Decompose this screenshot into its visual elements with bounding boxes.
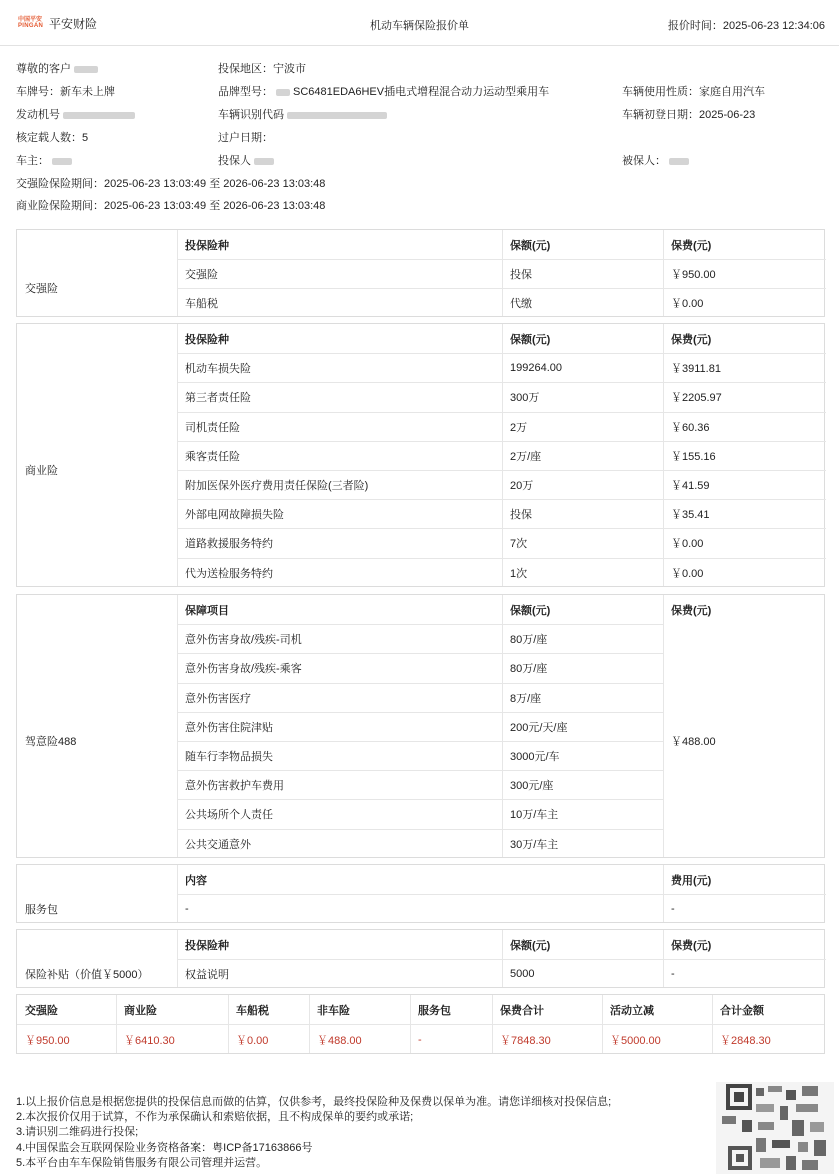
coverage-premium: ￥0.00 (671, 298, 704, 310)
col-header-amount: 保额(元) (510, 939, 551, 952)
table-row (177, 259, 826, 288)
transfer-date: 过户日期： (218, 132, 273, 144)
summary-header: 服务包 (418, 1004, 451, 1017)
item-name: 公共场所个人责任 (185, 809, 273, 821)
brand-model-label: 品牌型号： (218, 86, 273, 98)
item-name: 意外伤害身故/残疾-乘客 (185, 663, 302, 675)
summary-header: 活动立减 (610, 1004, 654, 1017)
note-line: 3.请识别二维码进行投保; (16, 1126, 139, 1139)
subsidy-header-row (177, 930, 826, 959)
item-name: 意外伤害救护车费用 (185, 780, 284, 792)
table-row (177, 528, 826, 557)
redacted-owner (52, 158, 72, 165)
logo-small-bottom: PINGAN (18, 23, 44, 29)
table-row (177, 741, 503, 770)
subsidy-amount: 5000 (510, 968, 535, 980)
seat-count: 核定载人数：5 (16, 132, 89, 144)
owner (16, 152, 72, 168)
summary-header: 商业险 (124, 1004, 157, 1017)
coverage-name: 车船税 (185, 298, 218, 310)
compulsory-header-row (177, 230, 826, 259)
engine-number-label: 发动机号 (16, 109, 60, 121)
redacted-name (74, 66, 98, 73)
service-content: - (185, 903, 189, 915)
region: 投保地区：宁波市 (218, 63, 306, 75)
accident-premium: ￥488.00 (671, 736, 716, 748)
insured-label: 被保人： (622, 155, 666, 167)
subsidy-table (16, 929, 825, 988)
col-header-premium: 保费(元) (671, 604, 712, 617)
table-row (177, 624, 503, 653)
accident-table (16, 594, 825, 858)
table-row (502, 653, 663, 682)
owner-label: 车主： (16, 155, 49, 167)
coverage-name: 第三者责任险 (185, 392, 251, 404)
summary-final-amount: ￥2848.30 (720, 1034, 771, 1047)
item-amount: 10万/车主 (510, 809, 559, 821)
applicant-label: 投保人 (218, 155, 251, 167)
summary-header: 车船税 (236, 1004, 269, 1017)
coverage-premium: ￥41.59 (671, 480, 710, 492)
table-row (177, 959, 826, 988)
col-header-content: 内容 (185, 874, 207, 887)
coverage-premium: ￥2205.97 (671, 392, 722, 404)
coverage-amount: 投保 (510, 509, 532, 521)
quote-time: 报价时间：2025-06-23 12:34:06 (667, 20, 825, 32)
first-registration-date: 车辆初登日期：2025-06-23 (622, 109, 756, 121)
insured (622, 152, 689, 168)
col-header-amount: 保额(元) (510, 239, 551, 252)
commercial-period: 商业险保险期间：2025-06-23 13:03:49 至 2026-06-23 13:03:48 (16, 200, 326, 212)
note-line: 1.以上报价信息是根据您提供的投保信息而做的估算，仅供参考，最终投保险种及保费以保单为准。请您详细核对投保信息; (16, 1096, 612, 1108)
note-line: 2.本次报价仅用于试算，不作为承保确认和索赔依据，且不构成保单的要约或承诺; (16, 1111, 414, 1124)
vin-label: 车辆识别代码 (218, 109, 284, 121)
table-row (177, 470, 826, 499)
compulsory-section-label: 交强险 (25, 283, 58, 295)
table-row (502, 712, 663, 741)
table-row (502, 624, 663, 653)
coverage-amount: 2万 (510, 422, 528, 434)
table-row (177, 441, 826, 470)
summary-non-vehicle: ￥488.00 (317, 1034, 362, 1047)
summary-header: 保费合计 (500, 1004, 544, 1017)
coverage-premium: ￥0.00 (671, 538, 704, 550)
accident-section-label: 驾意险488 (25, 736, 77, 748)
table-row (177, 894, 826, 923)
coverage-name: 代为送检服务特约 (185, 568, 273, 580)
service-fee: - (671, 903, 675, 915)
commercial-table (16, 323, 825, 587)
coverage-amount: 300万 (510, 392, 540, 404)
plate-number: 车牌号：新车未上牌 (16, 86, 115, 98)
summary-discount: ￥5000.00 (610, 1034, 661, 1047)
table-row (177, 382, 826, 411)
note-line: 5.本平台由车车保险销售服务有限公司管理并运营。 (16, 1156, 268, 1169)
coverage-name: 乘客责任险 (185, 451, 240, 463)
summary-vessel-tax: ￥0.00 (236, 1034, 269, 1047)
coverage-amount: 20万 (510, 480, 534, 492)
table-row (502, 799, 663, 828)
table-row (177, 829, 503, 858)
table-row (177, 558, 826, 587)
table-row (502, 829, 663, 858)
col-header-fee: 费用(元) (671, 874, 712, 887)
item-amount: 8万/座 (510, 693, 542, 705)
col-header-premium: 保费(元) (671, 939, 712, 952)
table-row (177, 712, 503, 741)
coverage-name: 附加医保外医疗费用责任保险(三者险) (185, 480, 369, 492)
table-row (177, 799, 503, 828)
brand-model-value: SC6481EDA6HEV插电式增程混合动力运动型乘用车 (293, 86, 550, 98)
coverage-amount: 7次 (510, 538, 528, 550)
item-amount: 200元/天/座 (510, 722, 568, 734)
redacted-applicant (254, 158, 274, 165)
coverage-amount: 投保 (510, 269, 532, 281)
coverage-name: 司机责任险 (185, 422, 240, 434)
col-header-coverage: 投保险种 (185, 239, 229, 252)
vehicle-usage: 车辆使用性质：家庭自用汽车 (622, 86, 765, 98)
item-name: 随车行李物品损失 (185, 751, 273, 763)
item-amount: 80万/座 (510, 634, 548, 646)
table-row (502, 683, 663, 712)
item-name: 意外伤害医疗 (185, 693, 251, 705)
commercial-header-row (177, 324, 826, 353)
summary-value-row (17, 1024, 824, 1054)
table-row (502, 741, 663, 770)
item-amount: 30万/车主 (510, 839, 559, 851)
page-header (0, 0, 839, 46)
coverage-name: 外部电网故障损失险 (185, 509, 284, 521)
coverage-premium: ￥0.00 (671, 568, 704, 580)
disclaimer-notes (16, 1095, 611, 1171)
brand-model (218, 83, 549, 99)
coverage-amount: 代缴 (510, 298, 532, 310)
benefit-description: 权益说明 (185, 969, 229, 981)
table-row (177, 653, 503, 682)
item-amount: 3000元/车 (510, 751, 560, 763)
summary-header: 非车险 (317, 1004, 350, 1017)
applicant (218, 152, 274, 168)
summary-header-row (17, 995, 824, 1024)
redacted-insured (669, 158, 689, 165)
redacted-brand (276, 89, 290, 96)
service-table (16, 864, 825, 923)
col-header-coverage: 投保险种 (185, 333, 229, 346)
summary-service: - (418, 1033, 422, 1046)
summary-compulsory: ￥950.00 (25, 1034, 70, 1047)
coverage-amount: 199264.00 (510, 362, 562, 374)
item-amount: 300元/座 (510, 780, 554, 792)
col-header-amount: 保额(元) (510, 604, 551, 617)
col-header-item: 保障项目 (185, 604, 229, 617)
coverage-premium: ￥3911.81 (671, 363, 721, 375)
summary-header: 合计金额 (720, 1004, 764, 1017)
coverage-amount: 1次 (510, 568, 528, 580)
coverage-premium: ￥155.16 (671, 451, 716, 463)
qr-code[interactable] (716, 1082, 834, 1174)
compulsory-period: 交强险保险期间：2025-06-23 13:03:49 至 2026-06-23 13:03:48 (16, 178, 326, 190)
coverage-premium: ￥60.36 (671, 422, 710, 434)
customer-greeting (16, 60, 98, 76)
table-row (177, 353, 826, 382)
coverage-name: 机动车损失险 (185, 363, 251, 375)
item-name: 公共交通意外 (185, 839, 251, 851)
engine-number (16, 106, 135, 122)
page-title: 机动车辆保险报价单 (370, 20, 469, 32)
commercial-section-label: 商业险 (25, 465, 58, 477)
summary-commercial: ￥6410.30 (124, 1034, 175, 1047)
summary-header: 交强险 (25, 1004, 58, 1017)
summary-total-premium: ￥7848.30 (500, 1034, 551, 1047)
item-amount: 80万/座 (510, 663, 548, 675)
col-header-coverage: 投保险种 (185, 939, 229, 952)
accident-header-row (177, 595, 826, 624)
compulsory-table (16, 229, 825, 317)
note-line: 4.中国保监会互联网保险业务资格备案：粤ICP备17163866号 (16, 1141, 313, 1154)
table-row (177, 683, 503, 712)
table-row (177, 412, 826, 441)
col-header-amount: 保额(元) (510, 333, 551, 346)
table-row (177, 499, 826, 528)
subsidy-premium: - (671, 968, 675, 980)
coverage-amount: 2万/座 (510, 451, 542, 463)
logo-small-top: 中国平安 (18, 17, 43, 23)
redacted-vin (287, 112, 387, 119)
logo-name: 平安财险 (49, 16, 98, 31)
col-header-premium: 保费(元) (671, 239, 712, 252)
subsidy-section-label: 保险补贴（价值￥5000） (25, 968, 149, 981)
table-row (177, 288, 826, 317)
coverage-premium: ￥35.41 (671, 509, 710, 521)
coverage-name: 交强险 (185, 269, 218, 281)
col-header-premium: 保费(元) (671, 333, 712, 346)
item-name: 意外伤害住院津贴 (185, 722, 273, 734)
customer-label: 尊敬的客户 (16, 63, 71, 75)
coverage-name: 道路救援服务特约 (185, 538, 273, 550)
vin (218, 106, 387, 122)
coverage-premium: ￥950.00 (671, 269, 716, 281)
table-row (502, 770, 663, 799)
redacted-engine (63, 112, 135, 119)
item-name: 意外伤害身故/残疾-司机 (185, 634, 302, 646)
table-row (177, 770, 503, 799)
service-header-row (177, 865, 826, 894)
summary-table (16, 994, 825, 1054)
service-section-label: 服务包 (25, 903, 58, 916)
